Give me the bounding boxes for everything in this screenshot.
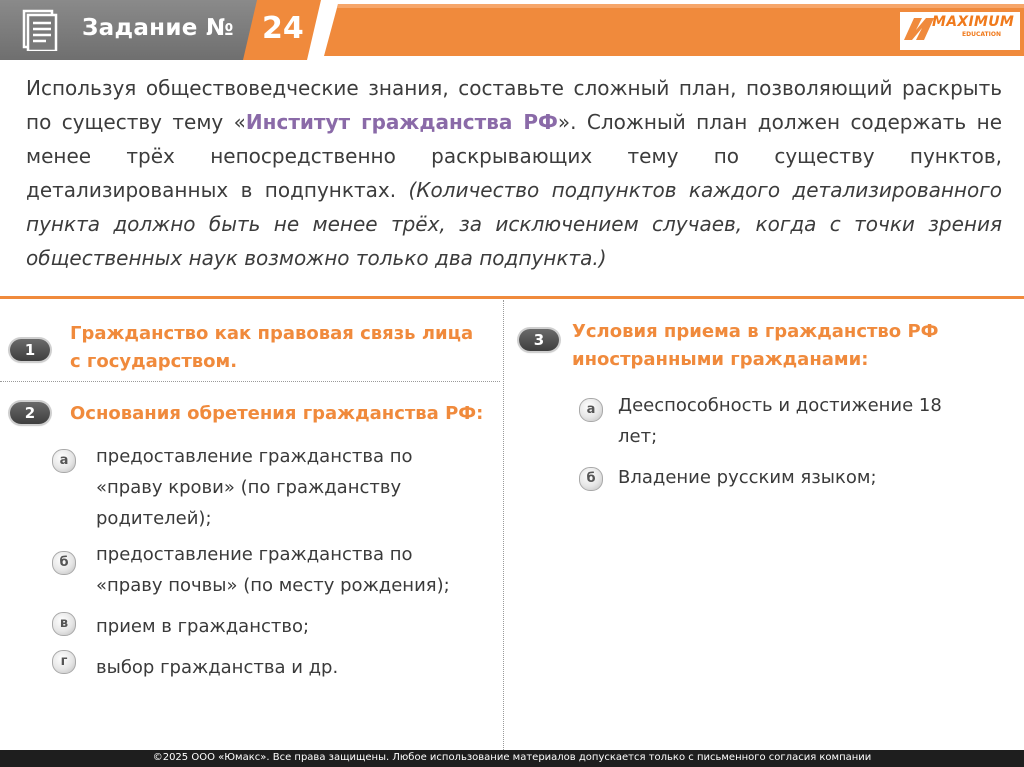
point-3-title-line1: Условия приема в гражданство РФ [572, 321, 939, 342]
point-3-title [572, 318, 939, 374]
sub-letter-badge: а [52, 449, 76, 473]
task-topic: Институт гражданства РФ [245, 110, 558, 134]
logo-subtext: EDUCATION [962, 31, 1001, 38]
task-divider [0, 296, 1024, 299]
header-bar [0, 0, 1024, 60]
sub-line: родителей); [96, 508, 212, 529]
sub-line: «праву крови» (по гражданству [96, 477, 402, 498]
task-text-part1: Используя обществоведческие знания, составьте сложный план, позволяющий раскрыть по существу тему « [26, 76, 1002, 134]
sub-line: лет; [618, 426, 658, 447]
point-number-badge: 2 [10, 402, 50, 424]
sub-line: Владение русским языком; [618, 467, 877, 488]
point-2-sub-a [96, 441, 413, 534]
point-2-sub-g [96, 652, 338, 683]
sub-line: предоставление гражданства по [96, 446, 413, 467]
logo-text: MAXIMUM [932, 14, 1015, 30]
point-2-sub-b [96, 539, 450, 601]
task-label: Задание № [82, 15, 234, 41]
sub-line: Дееспособность и достижение 18 [618, 395, 942, 416]
sub-line: «праву почвы» (по месту рождения); [96, 575, 450, 596]
point-3-title-line2: иностранными гражданами: [572, 349, 869, 370]
sub-line: предоставление гражданства по [96, 544, 413, 565]
sub-letter-badge: а [579, 398, 603, 422]
sub-line: прием в гражданство; [96, 616, 310, 637]
sub-letter-badge: б [579, 467, 603, 491]
point-2-title: Основания обретения гражданства РФ: [70, 403, 484, 424]
point-2-sub-v [96, 611, 309, 642]
point-3-sub-a [618, 390, 942, 452]
sub-letter-badge: г [52, 650, 76, 674]
task-number: 24 [262, 11, 304, 46]
point-1-title-line2: с государством. [70, 351, 238, 372]
point-1-title-line1: Гражданство как правовая связь лица [70, 323, 474, 344]
sub-letter-badge: в [52, 612, 76, 636]
point-divider [0, 381, 500, 382]
point-3-sub-b [618, 462, 877, 493]
sub-letter-badge: б [52, 551, 76, 575]
point-number-badge: 3 [519, 329, 559, 351]
task-text-note: (Количество подпунктов каждого детализированного пункта должно быть не менее трёх, за исключением случаев, когда с точки зрения общественных наук возможно только два подпункта.) [26, 178, 1002, 270]
document-icon [22, 9, 58, 51]
column-divider [503, 300, 504, 750]
copyright-text: ©2025 ООО «Юмакс». Все права защищены. Любое использование материалов допускается только с письменного согласия компании [152, 752, 872, 763]
task-text [26, 71, 1002, 275]
sub-line: выбор гражданства и др. [96, 657, 339, 678]
point-number-badge: 1 [10, 339, 50, 361]
point-1-title [70, 320, 473, 376]
task-text-part2: ». Сложный план должен содержать не менее трёх непосредственно раскрывающих тему по существу пунктов, детализированных в подпунктах. [26, 110, 1003, 202]
